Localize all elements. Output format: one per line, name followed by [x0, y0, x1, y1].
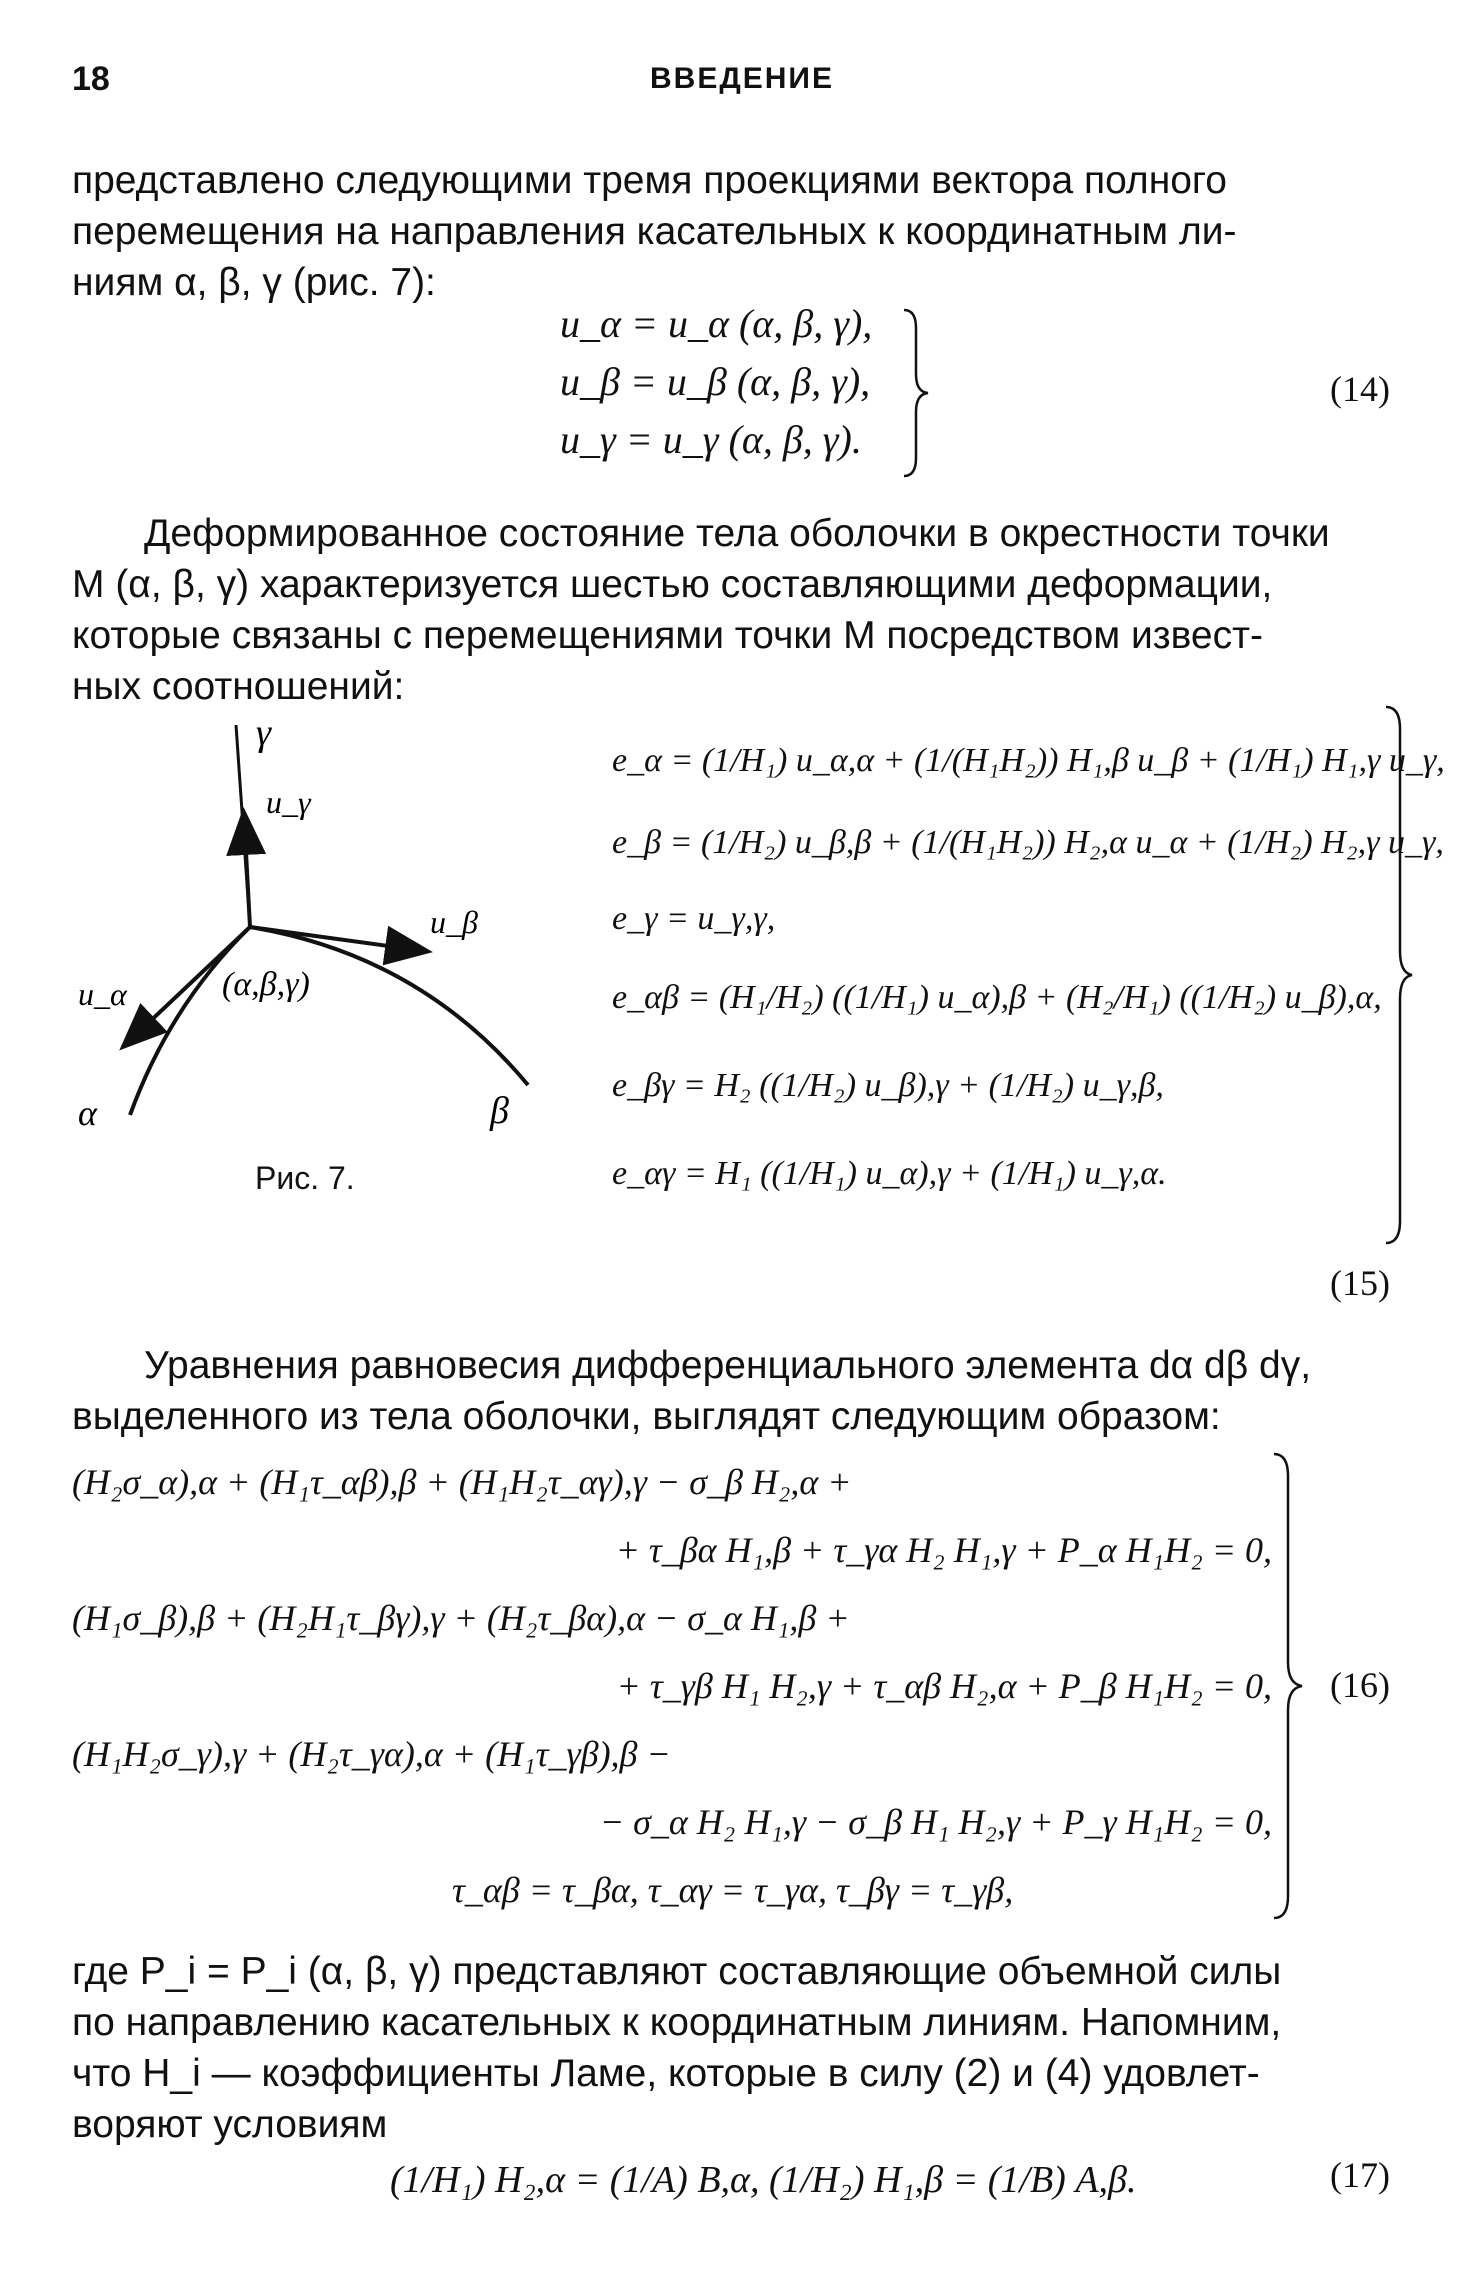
- beta-label: β: [490, 1090, 509, 1132]
- equation-row: e_αγ = H₁ ((1/H₁) u_α),γ + (1/H₁) u_γ,α.: [612, 1155, 1167, 1192]
- text-line: ниям α, β, γ (рис. 7):: [72, 261, 436, 304]
- equation-row: e_α = (1/H₁) u_α,α + (1/(H₁H₂)) H₁,β u_β + (1/H₁) H₁,γ u_γ,: [612, 742, 1445, 779]
- page-number: 18: [72, 60, 110, 98]
- point-label: (α,β,γ): [222, 966, 310, 1003]
- equation-16-brace: [1270, 1452, 1310, 1922]
- equation-row: (H₂σ_α),α + (H₁τ_αβ),β + (H₁H₂τ_αγ),γ − σ_β H₂,α +: [72, 1462, 852, 1502]
- text-line: воряют условиям: [72, 2103, 388, 2146]
- paragraph-4: [72, 1946, 1412, 2150]
- equation-row: τ_αβ = τ_βα, τ_αγ = τ_γα, τ_βγ = τ_γβ,: [452, 1870, 1014, 1910]
- text-line: M (α, β, γ) характеризуется шестью составляющими деформации,: [72, 563, 1273, 606]
- equation-17: (1/H₁) H₂,α = (1/A) B,α, (1/H₂) H₁,β = (1/B) A,β.: [390, 2159, 1137, 2201]
- equation-row: + τ_βα H₁,β + τ_γα H₂ H₁,γ + P_α H₁H₂ = 0,: [615, 1530, 1272, 1570]
- text-line: выделенного из тела оболочки, выглядят следующим образом:: [72, 1395, 1221, 1438]
- equation-row: (H₁σ_β),β + (H₂H₁τ_βγ),γ + (H₂τ_βα),α − σ_α H₁,β +: [72, 1598, 850, 1638]
- text-line: что H_i — коэффициенты Ламе, которые в силу (2) и (4) удовлет-: [72, 2052, 1260, 2095]
- u-gamma-label: u_γ: [266, 784, 311, 820]
- equation-row: e_αβ = (H₁/H₂) ((1/H₁) u_α),β + (H₂/H₁) ((1/H₂) u_β),α,: [612, 979, 1382, 1016]
- equation-row: − σ_α H₂ H₁,γ − σ_β H₁ H₂,γ + P_γ H₁H₂ = 0,: [599, 1802, 1272, 1842]
- equation-number: (17): [1330, 2155, 1390, 2195]
- equation-number: (16): [1330, 1665, 1390, 1705]
- equation-15-brace: [1382, 705, 1418, 1245]
- equation-number: (15): [1330, 1263, 1390, 1303]
- gamma-label: γ: [256, 712, 271, 754]
- text-line: перемещения на направления касательных к координатным ли-: [72, 210, 1237, 253]
- paragraph-1: [72, 155, 1412, 308]
- u-beta-vector: [250, 927, 425, 951]
- text-line: Уравнения равновесия дифференциального элемента dα dβ dγ,: [144, 1344, 1312, 1387]
- equation-row: u_γ = u_γ (α, β, γ).: [560, 417, 862, 462]
- equation-14: [560, 300, 872, 474]
- equation-row: u_β = u_β (α, β, γ),: [560, 359, 871, 404]
- equation-row: (H₁H₂σ_γ),γ + (H₂τ_γα),α + (H₁τ_γβ),β −: [72, 1734, 671, 1774]
- figure-caption: Рис. 7.: [255, 1160, 355, 1196]
- u-alpha-label: u_α: [78, 976, 127, 1012]
- text-line: ных соотношений:: [72, 665, 405, 708]
- paragraph-2: [72, 508, 1412, 712]
- equation-row: e_βγ = H₂ ((1/H₂) u_β),γ + (1/H₂) u_γ,β,: [612, 1067, 1164, 1104]
- equation-number: (14): [1330, 369, 1390, 409]
- running-title: ВВЕДЕНИЕ: [650, 62, 834, 95]
- equation-14-brace: [900, 308, 940, 478]
- equation-15: [612, 720, 1445, 1218]
- alpha-label: α: [78, 1093, 97, 1133]
- equation-row: u_α = u_α (α, β, γ),: [560, 301, 873, 346]
- u-beta-label: u_β: [430, 904, 478, 940]
- beta-coordinate-line: [250, 927, 528, 1085]
- text-line: Деформированное состояние тела оболочки в окрестности точки: [144, 512, 1330, 555]
- paragraph-3: [72, 1340, 1412, 1442]
- figure-7: [60, 705, 580, 1175]
- text-line: по направлению касательных к координатным линиям. Напомним,: [72, 2001, 1282, 2044]
- equation-row: + τ_γβ H₁ H₂,γ + τ_αβ H₂,α + P_β H₁H₂ = 0,: [616, 1666, 1272, 1706]
- equation-row: e_β = (1/H₂) u_β,β + (1/(H₁H₂)) H₂,α u_α + (1/H₂) H₂,γ u_γ,: [612, 824, 1444, 861]
- text-line: которые связаны с перемещениями точки M посредством извест-: [72, 614, 1263, 657]
- text-line: представлено следующими тремя проекциями вектора полного: [72, 159, 1227, 202]
- equation-row: e_γ = u_γ,γ,: [612, 900, 776, 937]
- text-line: где P_i = P_i (α, β, γ) представляют составляющие объемной силы: [72, 1950, 1282, 1993]
- equation-16: [72, 1448, 1272, 1924]
